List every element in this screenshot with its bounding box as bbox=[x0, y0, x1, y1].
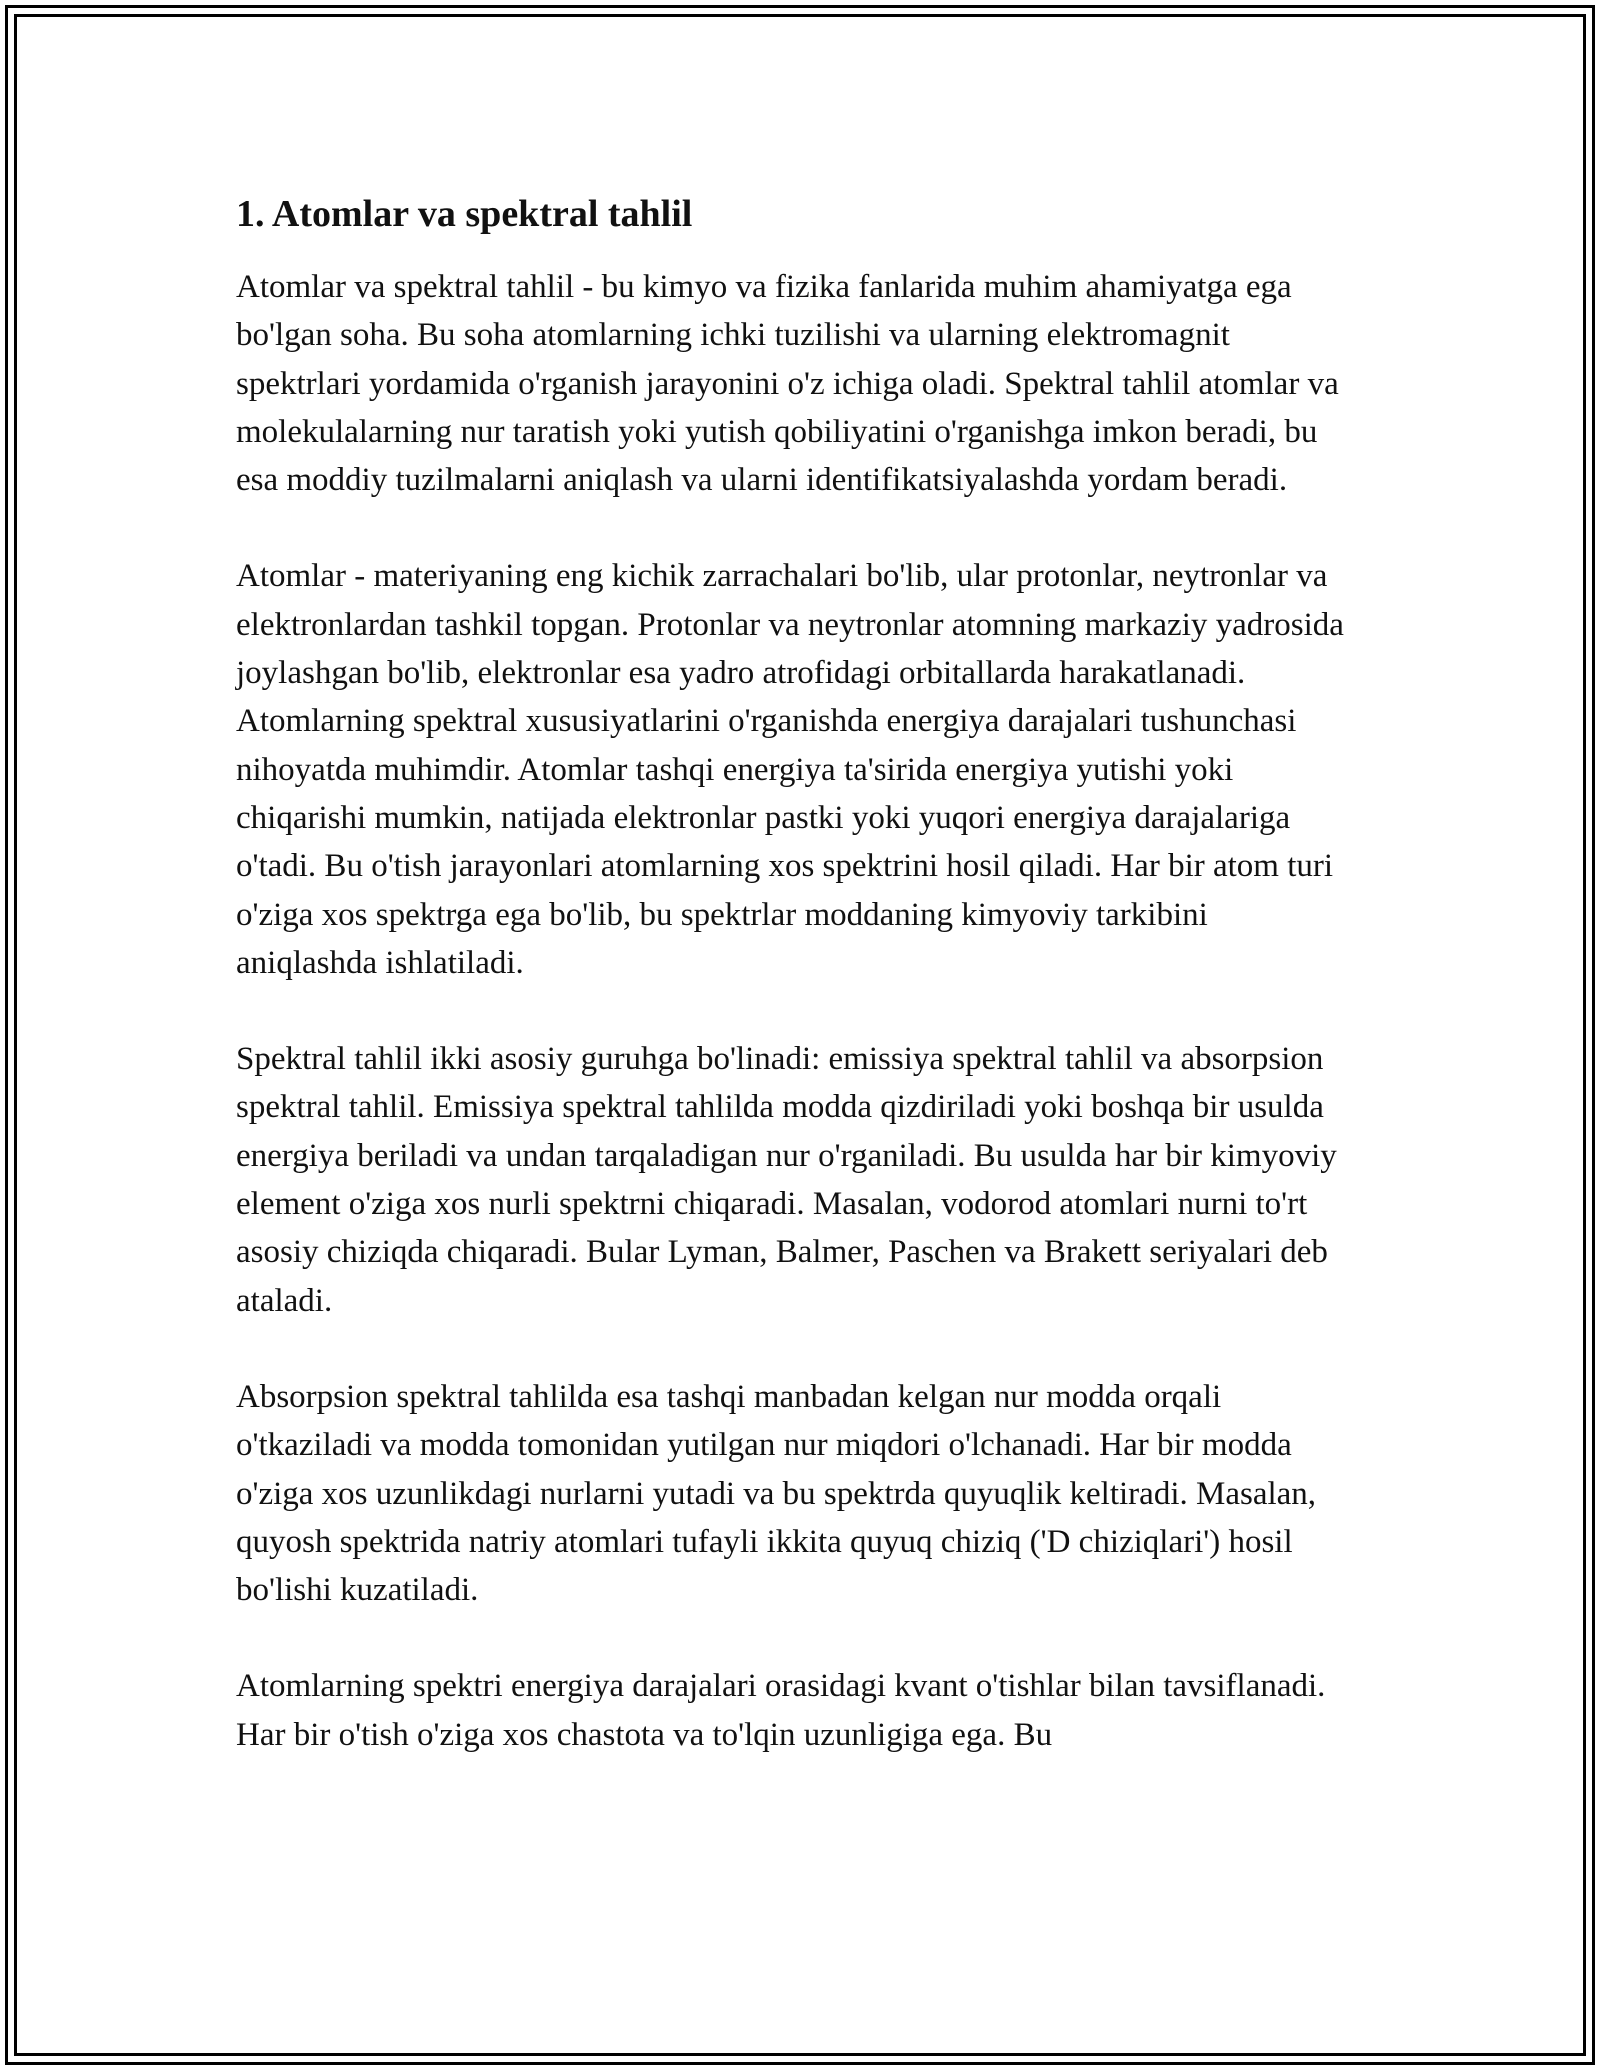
document-body bbox=[236, 185, 1356, 1807]
paragraph-absorption: Absorpsion spektral tahlilda esa tashqi manbadan kelgan nur modda orqali o'tkaziladi va modda tomonidan yutilgan nur miqdori o'lchanadi. Har bir modda o'ziga xos uzunlikdagi nurlarni yutadi va bu spektrda quyuqlik keltiradi. Masalan, quyosh spektrida natriy atomlari tufayli ikkita quyuq chiziq ('D chiziqlari') hosil bo'lishi kuzatiladi. bbox=[236, 1378, 1317, 1609]
paragraph-quantum-transitions: Atomlarning spektri energiya darajalari orasidagi kvant o'tishlar bilan tavsiflanadi. Har bir o'tish o'ziga xos chastota va to'lqin uzunligiga ega. Bu bbox=[236, 1668, 1326, 1753]
paragraph-spectral-types: Spektral tahlil ikki asosiy guruhga bo'linadi: emissiya spektral tahlil va absorpsion spektral tahlil. Emissiya spektral tahlilda modda qizdiriladi yoki boshqa bir usulda energiya beriladi va undan tarqaladigan nur o'rganiladi. Bu usulda har bir kimyoviy element o'ziga xos nurli spektrni chiqaradi. Masalan, vodorod atomlari nurni to'rt asosiy chiziqda chiqaradi. Bular Lyman, Balmer, Paschen va Brakett seriyalari deb ataladi. bbox=[236, 1041, 1337, 1319]
section-heading: 1. Atomlar va spektral tahlil bbox=[236, 193, 693, 235]
paragraph-intro: Atomlar va spektral tahlil - bu kimyo va fizika fanlarida muhim ahamiyatga ega bo'lgan soha. Bu soha atomlarning ichki tuzilishi va ularning elektromagnit spektrlari yordamida o'rganish jarayonini o'z ichiga oladi. Spektral tahlil atomlar va molekulalarning nur taratish yoki yutish qobiliyatini o'rganishga imkon beradi, bu esa moddiy tuzilmalarni aniqlash va ularni identifikatsiyalashda yordam beradi. bbox=[236, 269, 1339, 499]
paragraph-atoms: Atomlar - materiyaning eng kichik zarrachalari bo'lib, ular protonlar, neytronlar va elektronlardan tashkil topgan. Protonlar va neytronlar atomning markaziy yadrosida joylashgan bo'lib, elektronlar esa yadro atrofidagi orbitallarda harakatlanadi. Atomlarning spektral xususiyatlarini o'rganishda energiya darajalari tushunchasi nihoyatda muhimdir. Atomlar tashqi energiya ta'sirida energiya yutishi yoki chiqarishi mumkin, natijada elektronlar pastki yoki yuqori energiya darajalariga o'tadi. Bu o'tish jarayonlari atomlarning xos spektrini hosil qiladi. Har bir atom turi o'ziga xos spektrga ega bo'lib, bu spektrlar moddaning kimyoviy tarkibini aniqlashda ishlatiladi. bbox=[236, 558, 1344, 981]
